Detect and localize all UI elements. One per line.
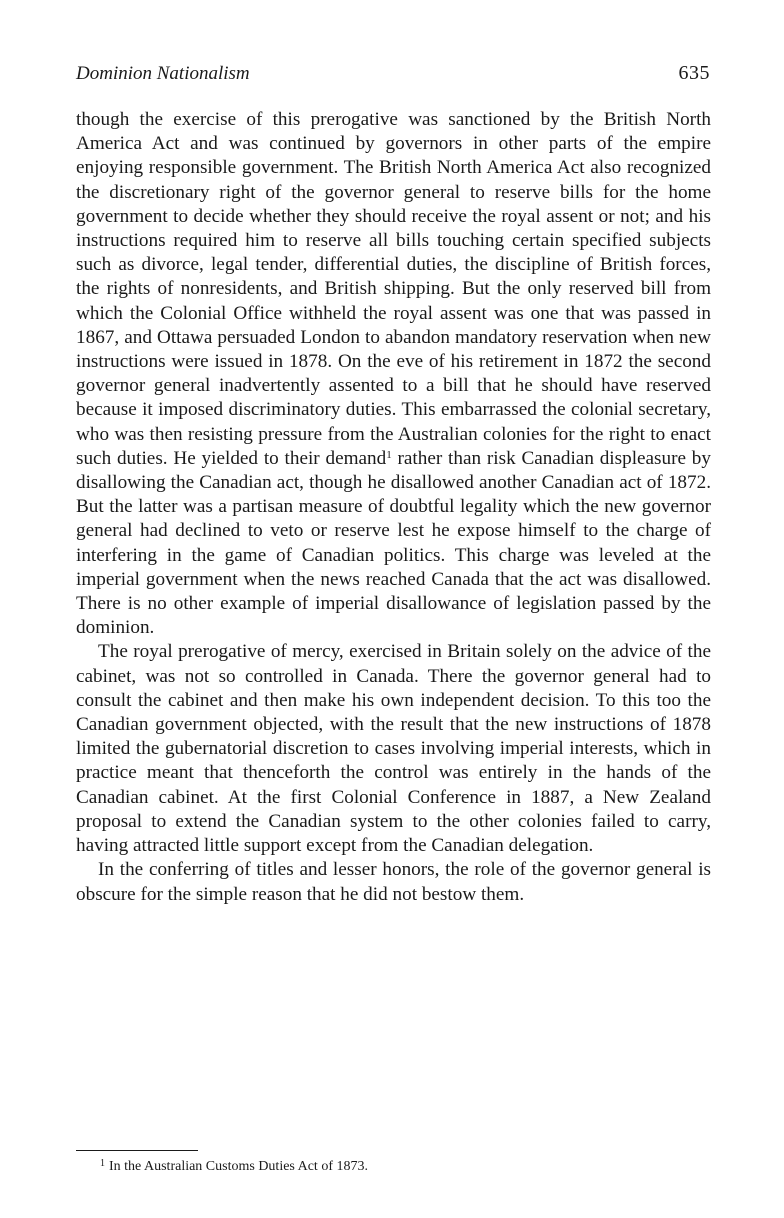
- footnote-divider: [76, 1150, 198, 1151]
- footnote: [100, 1158, 368, 1176]
- footnote-reference: 1: [386, 448, 392, 461]
- footnote-text: In the Australian Customs Duties Act of 1873.: [109, 1159, 368, 1174]
- paragraph-3: In the conferring of titles and lesser honors, the role of the governor general is obscure for the simple reason that he did not bestow them.: [76, 859, 711, 905]
- paragraph-1-text-b: rather than risk Canadian displeasure by disallowing the Canadian act, though he disallowed another Canadian act of 1872. But the latter was a partisan measure of doubtful legality which the new governor general had declined to veto or reserve lest he expose himself to the charge of interfering in the game of Canadian politics. This charge was leveled at the imperial government when the news reached Canada that the act was disallowed. There is no other example of imperial disallowance of legislation passed by the dominion.: [76, 447, 711, 639]
- running-head: [76, 62, 711, 94]
- paragraph-1-text-a: though the exercise of this prerogative was sanctioned by the British North America Act and was continued by governors in other parts of the empire enjoying responsible government. The British North America Act also recognized the discretionary right of the governor general to reserve bills for the home government to decide whether they should receive the royal assent or not; and his instructions required him to reserve all bills touching certain specified subjects such as divorce, legal tender, differential duties, the discipline of British forces, the rights of nonresidents, and British shipping. But the only reserved bill from which the Colonial Office withheld the royal assent was one that was passed in 1867, and Ottawa persuaded London to abandon mandatory reservation when new instructions were issued in 1878. On the eve of his retirement in 1872 the second governor general inadvertently assented to a bill that he should have reserved because it imposed discriminatory duties. This embarrassed the colonial secretary, who was then resisting pressure from the Australian colonies for the right to enact such duties. He yielded to their demand: [76, 109, 711, 469]
- page: [76, 62, 711, 907]
- page-number: 635: [678, 62, 710, 84]
- paragraph-1: [76, 108, 711, 640]
- paragraph-2: The royal prerogative of mercy, exercised in Britain solely on the advice of the cabinet, was not so controlled in Canada. There the governor general had to consult the cabinet and then make his own independent decision. To this too the Canadian government objected, with the result that the new instructions of 1878 limited the gubernatorial discretion to cases involving imperial interests, which in practice meant that thenceforth the control was entirely in the hands of the Canadian cabinet. At the first Colonial Conference in 1887, a New Zealand proposal to extend the Canadian system to the other colonies failed to carry, having attracted little support except from the Canadian delegation.: [76, 641, 711, 857]
- body-text: [76, 108, 711, 907]
- footnote-marker: 1: [100, 1158, 105, 1169]
- running-title: Dominion Nationalism: [76, 63, 250, 84]
